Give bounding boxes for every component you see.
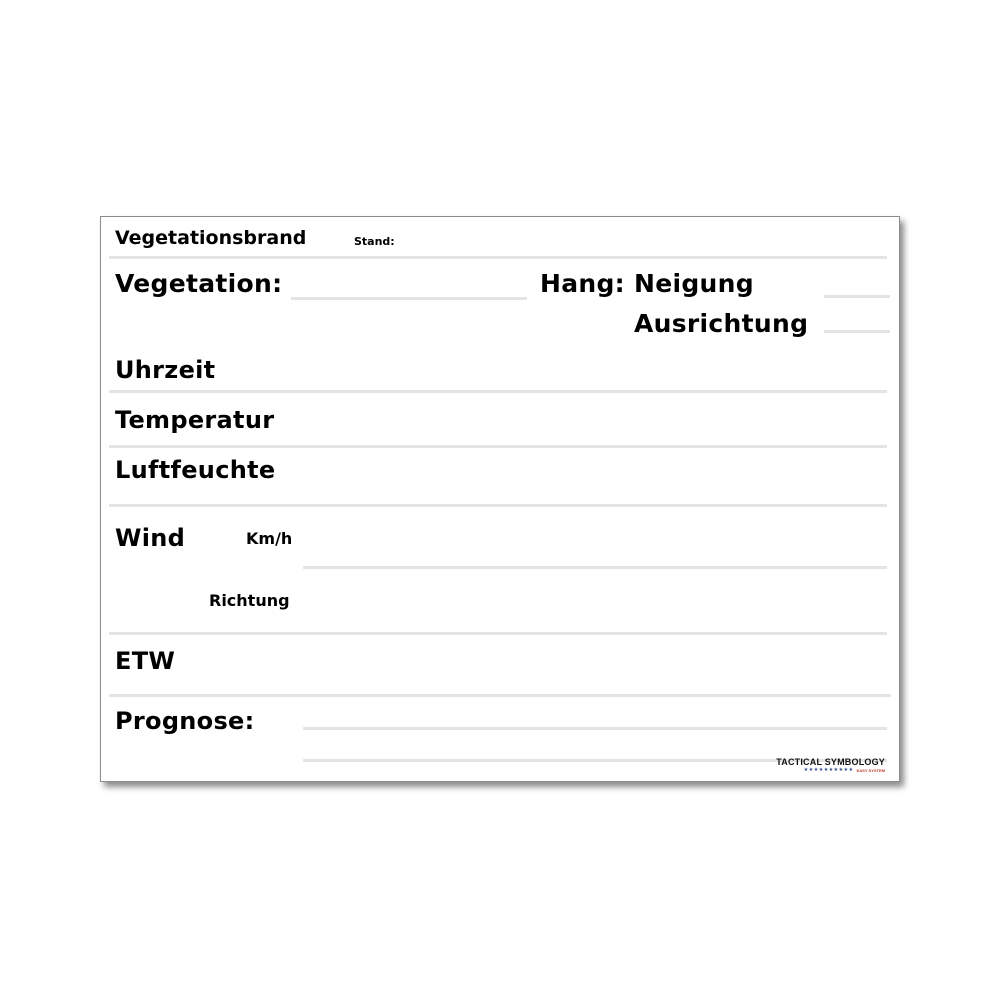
brand-sub-text: EASY SYSTEM — [856, 767, 885, 773]
etw-field[interactable] — [301, 639, 887, 693]
ausrichtung-line — [824, 330, 890, 333]
stand-label: Stand: — [354, 235, 395, 248]
ausrichtung-label: Ausrichtung — [634, 309, 809, 338]
uhrzeit-label: Uhrzeit — [115, 356, 216, 384]
vegetation-label: Vegetation: — [115, 269, 283, 298]
form-card — [100, 216, 900, 782]
prognose-field-1[interactable] — [303, 701, 887, 729]
temperatur-field[interactable] — [301, 397, 887, 445]
etw-label: ETW — [115, 647, 176, 675]
brand-name: TACTICAL SYMBOLOGY — [776, 757, 885, 767]
uhrzeit-field[interactable] — [301, 347, 887, 391]
brand-stars-icon: ★★★★★★★★★★ — [803, 767, 854, 773]
uhrzeit-rule — [109, 390, 887, 393]
luftfeuchte-field[interactable] — [301, 451, 887, 503]
prognose-field-2[interactable] — [303, 732, 887, 760]
luftfeuchte-rule — [109, 504, 887, 507]
prognose-line-1 — [303, 727, 887, 730]
wind-richtung-field[interactable] — [303, 577, 887, 631]
richtung-label: Richtung — [209, 591, 290, 610]
temperatur-rule — [109, 445, 887, 448]
etw-rule — [109, 694, 891, 697]
wind-kmh-line — [303, 566, 887, 569]
brand-sub-row — [776, 768, 885, 773]
vegetation-field[interactable] — [291, 267, 527, 299]
wind-rule — [109, 632, 887, 635]
brand-logo — [776, 757, 885, 773]
wind-label: Wind — [115, 524, 186, 552]
prognose-label: Prognose: — [115, 707, 255, 735]
neigung-field[interactable] — [824, 267, 890, 297]
stand-field[interactable] — [401, 223, 887, 257]
wind-kmh-field[interactable] — [303, 517, 887, 565]
header-rule — [109, 256, 887, 259]
vegetation-line — [291, 297, 527, 300]
kmh-label: Km/h — [246, 529, 293, 548]
neigung-line — [824, 295, 890, 298]
hang-neigung-label: Hang: Neigung — [540, 269, 754, 298]
luftfeuchte-label: Luftfeuchte — [115, 456, 276, 484]
ausrichtung-field[interactable] — [824, 305, 890, 333]
temperatur-label: Temperatur — [115, 406, 275, 434]
form-title: Vegetationsbrand — [115, 227, 307, 249]
